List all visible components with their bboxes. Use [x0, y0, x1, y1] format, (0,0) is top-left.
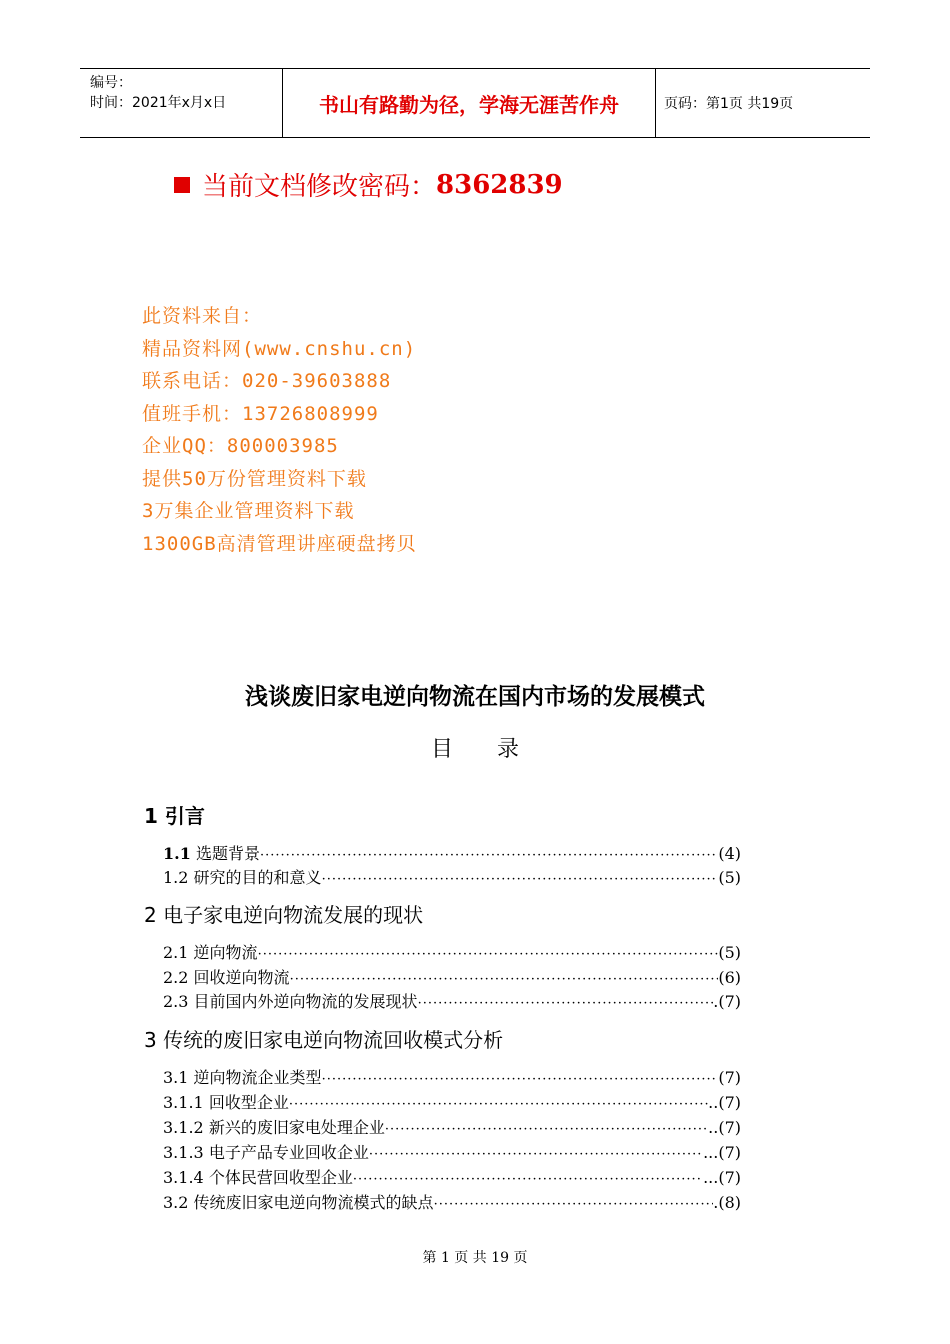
source-line: 此资料来自： — [142, 305, 263, 327]
toc-entry-number: 1.1 — [163, 844, 191, 863]
toc-section: 2 电子家电逆向物流发展的现状 — [144, 903, 424, 927]
toc-entry-text: 逆向物流企业类型 — [193, 1068, 322, 1087]
toc-entry[interactable] — [163, 989, 741, 1012]
toc-entry[interactable] — [163, 865, 741, 888]
square-bullet-icon — [174, 177, 190, 193]
source-line: 值班手机：13726808999 — [142, 402, 379, 425]
toc-entry[interactable] — [163, 1115, 741, 1138]
leader-dots — [290, 972, 719, 987]
toc-entry-text: 研究的目的和意义 — [193, 868, 322, 887]
page-footer: 第 1 页 共 19 页 — [422, 1250, 528, 1266]
time-label: 时间：2021年x月x日 — [90, 95, 227, 111]
toc-entry-page: ...(7) — [703, 1168, 741, 1187]
leader-dots — [369, 1147, 703, 1162]
toc-entry-number: 3.2 — [163, 1193, 189, 1212]
leader-dots — [258, 947, 719, 962]
toc-entry-page: ...(7) — [703, 1143, 741, 1162]
toc-entry[interactable] — [163, 841, 741, 864]
toc-entry-page: .(8) — [713, 1193, 741, 1212]
leader-dots — [289, 1097, 708, 1112]
header-meta — [80, 69, 282, 137]
toc-entry-number: 1.2 — [163, 868, 189, 887]
leader-dots — [385, 1122, 708, 1137]
toc-entry-text: 目前国内外逆向物流的发展现状 — [193, 992, 418, 1011]
password-line — [174, 166, 563, 203]
toc-heading — [0, 732, 950, 763]
toc-entry-text: 选题背景 — [195, 844, 260, 863]
header-page-info: 页码：第1页 共19页 — [664, 96, 794, 112]
source-line: 联系电话：020-39603888 — [142, 370, 392, 392]
toc-entry[interactable] — [163, 965, 741, 988]
toc-entry[interactable] — [163, 1065, 741, 1088]
toc-entry[interactable] — [163, 1190, 741, 1213]
password-label: 当前文档修改密码： — [202, 172, 437, 202]
leader-dots — [322, 1072, 719, 1087]
toc-entry-number: 3.1.1 — [163, 1093, 204, 1112]
leader-dots — [418, 996, 714, 1011]
toc-entry-number: 3.1.2 — [163, 1118, 204, 1137]
toc-entry-number: 2.2 — [163, 968, 189, 987]
toc-entry-page: (5) — [718, 868, 741, 887]
toc-entry[interactable] — [163, 1090, 741, 1113]
toc-section: 1 引言 — [144, 804, 205, 828]
header-table — [80, 68, 870, 138]
toc-entry-text: 电子产品专业回收企业 — [208, 1143, 369, 1162]
source-info — [142, 300, 417, 560]
toc-entry-text: 新兴的废旧家电处理企业 — [208, 1118, 385, 1137]
toc-entry-page: .(7) — [713, 992, 741, 1011]
toc-entry-text: 传统废旧家电逆向物流模式的缺点 — [193, 1193, 434, 1212]
toc-entry[interactable] — [163, 1165, 741, 1188]
leader-dots — [353, 1172, 703, 1187]
toc-entry-text: 回收型企业 — [208, 1093, 289, 1112]
leader-dots — [434, 1197, 714, 1212]
leader-dots — [260, 848, 718, 863]
toc-entry-number: 3.1.4 — [163, 1168, 204, 1187]
toc-entry-page: (4) — [718, 844, 741, 863]
source-line: 精品资料网(www.cnshu.cn) — [142, 337, 417, 360]
toc-entry-page: (7) — [718, 1068, 741, 1087]
source-line: 提供50万份管理资料下载 — [142, 467, 367, 490]
source-line: 企业QQ：800003985 — [142, 435, 339, 457]
toc-entry-number: 3.1.3 — [163, 1143, 204, 1162]
toc-entry-text: 个体民营回收型企业 — [208, 1168, 353, 1187]
document-title: 浅谈废旧家电逆向物流在国内市场的发展模式 — [245, 684, 705, 710]
toc-entry-number: 2.3 — [163, 992, 189, 1011]
password-code: 8362839 — [436, 169, 563, 200]
toc-entry[interactable] — [163, 940, 741, 963]
toc-entry-number: 2.1 — [163, 943, 189, 962]
toc-entry-number: 3.1 — [163, 1068, 189, 1087]
toc-entry-text: 逆向物流 — [193, 943, 258, 962]
toc-section: 3 传统的废旧家电逆向物流回收模式分析 — [144, 1028, 504, 1052]
toc-entry-text: 回收逆向物流 — [193, 968, 290, 987]
toc-entry-page: ..(7) — [708, 1118, 741, 1137]
toc-entry-page: (5) — [718, 943, 741, 962]
source-line: 3万集企业管理资料下载 — [142, 500, 355, 522]
leader-dots — [322, 872, 719, 887]
toc-heading-right: 录 — [497, 737, 520, 762]
toc-heading-left: 目 — [430, 737, 453, 762]
header-motto: 书山有路勤为径，学海无涯苦作舟 — [282, 69, 656, 137]
toc-entry-page: (6) — [718, 968, 741, 987]
source-line: 1300GB高清管理讲座硬盘拷贝 — [142, 532, 417, 555]
toc-entry[interactable] — [163, 1140, 741, 1163]
toc-entry-page: ..(7) — [708, 1093, 741, 1112]
number-label: 编号： — [90, 75, 132, 91]
